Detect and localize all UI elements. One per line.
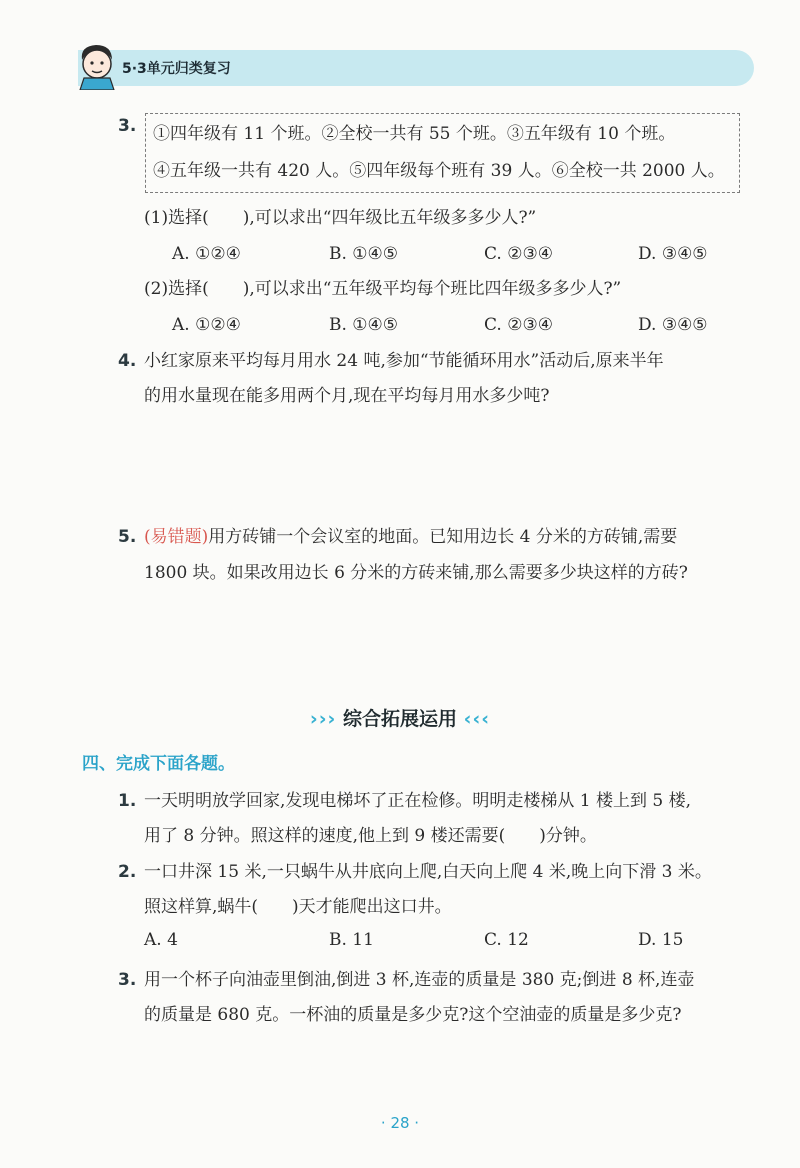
p4-q2-option-d: D. 15: [638, 930, 684, 950]
q3-sub2: (2)选择( ),可以求出“五年级平均每个班比四年级多多少人?”: [144, 279, 622, 299]
q4-number: 4.: [118, 351, 137, 371]
p4-q3-number: 3.: [118, 970, 137, 990]
q3-box-line2: ④五年级一共有 420 人。⑤四年级每个班有 39 人。⑥全校一共 2000 人。: [153, 161, 725, 181]
page-number: · 28 ·: [380, 1114, 420, 1132]
p4-q2-option-c: C. 12: [484, 930, 529, 950]
q3-box-line1: ①四年级有 11 个班。②全校一共有 55 个班。③五年级有 10 个班。: [153, 124, 676, 144]
q3-sub1-option-c: C. ②③④: [484, 244, 553, 264]
section-title: [0, 704, 800, 731]
q5-line1: [144, 521, 677, 553]
part4-title: 四、完成下面各题。: [82, 754, 235, 774]
q5-tag: (易错题): [144, 527, 209, 547]
p4-q2-line1: 一口井深 15 米,一只蜗牛从井底向上爬,白天向上爬 4 米,晚上向下滑 3 米。: [144, 862, 712, 882]
header-title: 5·3单元归类复习: [122, 61, 231, 77]
q5-number: 5.: [118, 527, 137, 547]
q3-sub1-option-d: D. ③④⑤: [638, 244, 708, 264]
section-title-text: 综合拓展运用: [342, 708, 457, 730]
p4-q2-option-b: B. 11: [329, 930, 374, 950]
left-arrows-icon: ›››: [309, 708, 337, 730]
p4-q1-number: 1.: [118, 791, 137, 811]
q4-line2: 的用水量现在能多用两个月,现在平均每月用水多少吨?: [144, 386, 550, 406]
p4-q1-line1: 一天明明放学回家,发现电梯坏了正在检修。明明走楼梯从 1 楼上到 5 楼,: [144, 791, 692, 811]
q3-sub1: (1)选择( ),可以求出“四年级比五年级多多少人?”: [144, 208, 537, 228]
q3-sub2-option-a: A. ①②④: [172, 315, 241, 335]
student-mascot-icon: [76, 42, 118, 90]
q3-sub2-option-c: C. ②③④: [484, 315, 553, 335]
q3-number: 3.: [118, 116, 137, 136]
p4-q2-option-a: A. 4: [144, 930, 178, 950]
q3-sub2-option-d: D. ③④⑤: [638, 315, 708, 335]
q3-sub1-option-a: A. ①②④: [172, 244, 241, 264]
right-arrows-icon: ‹‹‹: [463, 708, 491, 730]
q5-line2: 1800 块。如果改用边长 6 分米的方砖来铺,那么需要多少块这样的方砖?: [144, 563, 688, 583]
q5-line1-text: 用方砖铺一个会议室的地面。已知用边长 4 分米的方砖铺,需要: [208, 527, 678, 547]
p4-q2-line2: 照这样算,蜗牛( )天才能爬出这口井。: [144, 897, 452, 917]
q3-sub1-option-b: B. ①④⑤: [329, 244, 399, 264]
q4-line1: 小红家原来平均每月用水 24 吨,参加“节能循环用水”活动后,原来半年: [144, 351, 664, 371]
p4-q3-line2: 的质量是 680 克。一杯油的质量是多少克?这个空油壶的质量是多少克?: [144, 1005, 682, 1025]
p4-q2-number: 2.: [118, 862, 137, 882]
p4-q3-line1: 用一个杯子向油壶里倒油,倒进 3 杯,连壶的质量是 380 克;倒进 8 杯,连壶: [144, 970, 695, 990]
q3-sub2-option-b: B. ①④⑤: [329, 315, 399, 335]
p4-q1-line2: 用了 8 分钟。照这样的速度,他上到 9 楼还需要( )分钟。: [144, 826, 597, 846]
